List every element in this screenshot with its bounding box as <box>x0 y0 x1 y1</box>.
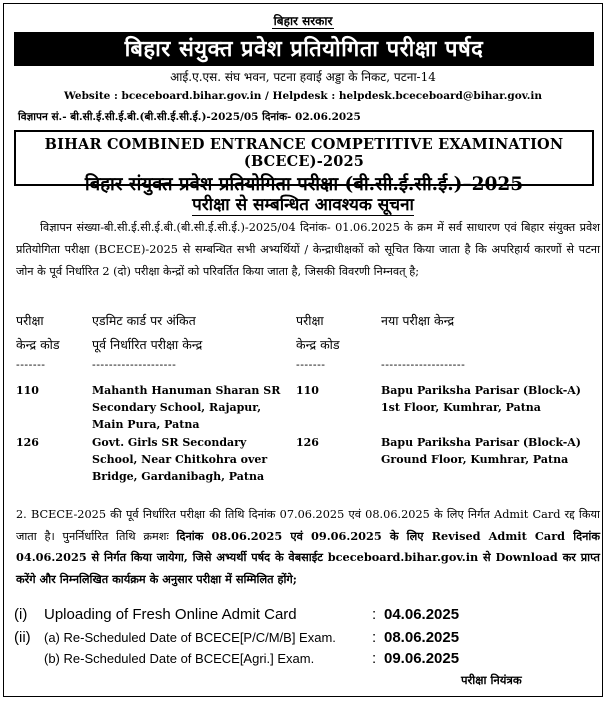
advt-date-label: दिनांक- <box>262 111 292 123</box>
col-new-code-header: परीक्षा <box>296 313 324 328</box>
old-center: Govt. Girls SR Secondary School, Near Chitkohra over Bridge, Gardanibagh, Patna <box>92 436 268 483</box>
notice-heading: परीक्षा से सम्बन्धित आवश्यक सूचना <box>192 195 414 215</box>
old-code: 126 <box>16 436 39 449</box>
advt-label: विज्ञापन सं.- <box>18 111 67 123</box>
dash-col2: -------------------- <box>92 358 177 371</box>
schedule-label: (b) Re-Scheduled Date of BCECE[Agri.] Exam. <box>44 651 315 666</box>
schedule-date: 04.06.2025 <box>384 606 460 623</box>
new-center: Bapu Pariksha Parisar (Block-A) Ground Floor, Kumhrar, Patna <box>381 436 582 466</box>
schedule-colon: : <box>372 650 377 667</box>
paragraph-2-bold: दिनांक 08.06.2025 एवं 09.06.2025 के लिए Revised Admit Card दिनांक 04.06.2025 से निर्गत किया जायेगा, जिसे अभ्यर्थी पर्षद के वेबसाईट bceceboard.bihar.gov.in से Download कर प्राप्त करेंगे और निम्नलिखित कार्यक्रम के अनुसार परीक्षा में सम्मिलित होंगे; <box>16 528 600 586</box>
old-center: Mahanth Hanuman Sharan SR Secondary School, Rajapur, Main Pura, Patna <box>92 384 281 431</box>
exam-title-english: BIHAR COMBINED ENTRANCE COMPETITIVE EXAMINATION (BCECE)-2025 <box>44 136 564 170</box>
schedule-label: Uploading of Fresh Online Admit Card <box>44 606 297 623</box>
schedule-colon: : <box>372 606 377 623</box>
schedule-num: (ii) <box>14 629 31 646</box>
col-old-code-header-2: केन्द्र कोड <box>16 337 60 352</box>
dash-col4: -------------------- <box>381 358 466 371</box>
new-center: Bapu Pariksha Parisar (Block-A) 1st Floor, Kumhrar, Patna <box>381 384 582 414</box>
board-name-banner: बिहार संयुक्त प्रवेश प्रतियोगिता परीक्षा पर्षद <box>14 32 594 66</box>
advt-number: बी.सी.ई.सी.ई.बी.(बी.सी.ई.सी.ई.)-2025/05 <box>70 111 259 123</box>
advt-date: 02.06.2025 <box>295 111 361 123</box>
notice-paragraph-1: विज्ञापन संख्या-बी.सी.ई.सी.ई.बी.(बी.सी.ई.सी.ई.)-2025/04 दिनांक- 01.06.2025 के क्रम में सर्व साधारण एवं बिहार संयुक्त प्रवेश प्रतियोगिता परीक्षा (BCECE)-2025 से सम्बन्धित सभी अभ्यर्थियों / केन्द्राधीक्षकों को सूचित किया जाता है कि अपरिहार्य कारणों से पटना जोन के पूर्व निर्धारित 2 (दो) परीक्षा केन्द्रों को परिवर्तित किया जाता है, जिसकी विवरणी निम्नवत् है; <box>16 221 600 278</box>
col-new-center-header: नया परीक्षा केन्द्र <box>381 313 455 328</box>
advertisement-reference <box>18 110 361 124</box>
website-helpdesk-line: Website : bceceboard.bihar.gov.in / Helpdesk : helpdesk.bceceboard@bihar.gov.in <box>63 90 543 102</box>
government-heading: बिहार सरकार <box>273 14 333 28</box>
new-code: 126 <box>296 436 319 449</box>
signature-controller: परीक्षा नियंत्रक <box>461 673 522 687</box>
schedule-date: 08.06.2025 <box>384 629 460 646</box>
dash-col3: ------- <box>296 358 326 371</box>
col-old-code-header: परीक्षा <box>16 313 44 328</box>
old-code: 110 <box>16 384 39 397</box>
col-new-code-header-2: केन्द्र कोड <box>296 337 340 352</box>
notice-paragraph-2 <box>16 504 600 590</box>
paragraph-2-lead: 2. BCECE-2025 की पूर्व निर्धारित परीक्षा की तिथि दिनांक 07.06.2025 एवं 08.06.2025 के लिए निर्गत Admit Card रद्द किया जाता है। पुनर्निर्धारित तिथि क्रमशः <box>16 508 600 543</box>
dash-col1: ------- <box>16 358 46 371</box>
exam-title-box <box>14 130 594 195</box>
schedule-num: (i) <box>14 606 28 623</box>
page-border <box>3 3 603 697</box>
schedule-colon: : <box>372 629 377 646</box>
new-code: 110 <box>296 384 319 397</box>
exam-title-hindi: बिहार संयुक्त प्रवेश प्रतियोगिता परीक्षा (बी.सी.ई.सी.ई.)–2025 <box>84 174 524 195</box>
col-old-center-header-2: पूर्व निर्धारित परीक्षा केन्द्र <box>92 337 203 352</box>
schedule-date: 09.06.2025 <box>384 650 460 667</box>
board-address: आई.ए.एस. संघ भवन, पटना हवाई अड्डा के निकट, पटना-14 <box>170 70 436 84</box>
schedule-label: (a) Re-Scheduled Date of BCECE[P/C/M/B] Exam. <box>44 630 336 645</box>
col-old-center-header: एडमिट कार्ड पर अंकित <box>92 313 196 328</box>
